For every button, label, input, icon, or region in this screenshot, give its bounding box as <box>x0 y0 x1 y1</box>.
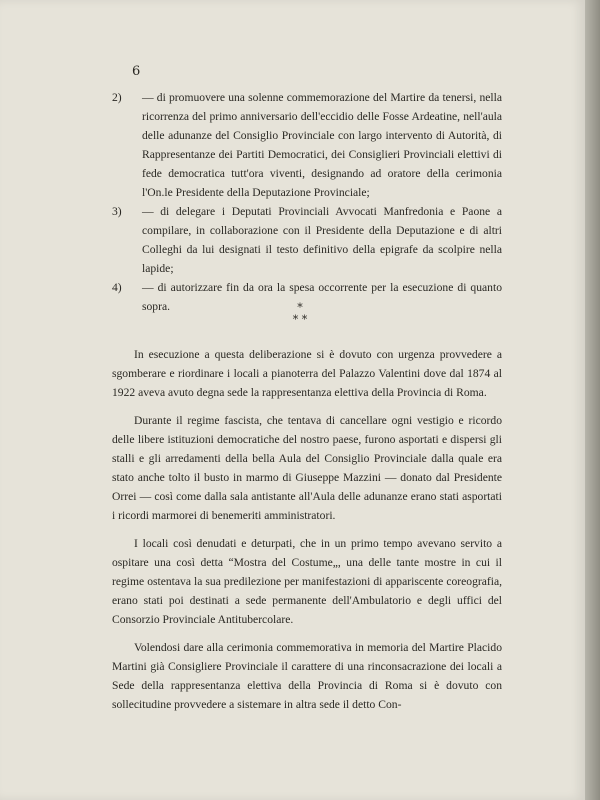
item-text: — di autorizzare fin da ora la spesa occorrente per la esecuzione di quanto sopra. <box>142 281 502 313</box>
item-text: — di delegare i Deputati Provinciali Avvocati Manfredonia e Paone a compilare, in collaborazione con il Presidente della Deputazione e di altri Colleghi da lui designati il testo definitivo della epigrafe da scolpire nella lapide; <box>142 205 502 275</box>
paragraph: In esecuzione a questa deliberazione si è dovuto con urgenza provvedere a sgomberare e riordinare i locali a pianoterra del Palazzo Valentini dove dal 1874 al 1922 aveva avuto degna sede la rappresentanza elettiva della Provincia di Roma. <box>112 348 502 399</box>
resolution-list <box>112 88 502 316</box>
paragraph: I locali così denudati e deturpati, che in un primo tempo avevano servito a ospitare una così detta “Mostra del Costume„, una delle tante mostre in cui il regime ostentava la sua predilezione per manifestazioni di appariscente coreografia, erano stati poi destinati a sede permanente dell'Ambulatorio e degli uffici del Consorzio Provinciale Antitubercolare. <box>112 537 502 626</box>
list-item <box>112 88 502 202</box>
section-separator-top: * <box>297 301 303 314</box>
body-text <box>112 345 502 723</box>
item-number: 4) <box>112 281 122 294</box>
list-item <box>112 202 502 278</box>
page-number: 6 <box>132 64 141 79</box>
item-number: 3) <box>112 205 122 218</box>
item-number: 2) <box>112 91 122 104</box>
section-separator-bottom: * * <box>292 313 308 326</box>
item-text: — di promuovere una solenne commemorazione del Martire da tenersi, nella ricorrenza del primo anniversario dell'eccidio delle Fosse Ardeatine, nell'aula delle adunanze del Consiglio Provinciale con largo intervento di Autorità, di Rappresentanze dei Partiti Democratici, dei Consiglieri Provinciali elettivi di fede democratica tutt'ora viventi, designando ad oratore della cerimonia l'On.le Presidente della Deputazione Provinciale; <box>142 91 502 199</box>
page-edge <box>585 0 600 800</box>
paragraph: Volendosi dare alla cerimonia commemorativa in memoria del Martire Placido Martini già Consigliere Provinciale il carattere di una rinconsacrazione dei locali a Sede della rappresentanza elettiva della Provincia di Roma si è dovuto con sollecitudine provvedere a sistemare in altra sede il detto Con- <box>112 641 502 711</box>
paragraph: Durante il regime fascista, che tentava di cancellare ogni vestigio e ricordo delle libere istituzioni democratiche del nostro paese, furono asportati e dispersi gli stalli e gli arredamenti della bella Aula del Consiglio Provinciale dalla quale era stato anche tolto il busto in marmo di Giuseppe Mazzini — donato dal Presidente Orrei — così come dalla sala antistante all'Aula delle adunanze erano stati asportati i ricordi marmorei di benemeriti amministratori. <box>112 414 502 522</box>
